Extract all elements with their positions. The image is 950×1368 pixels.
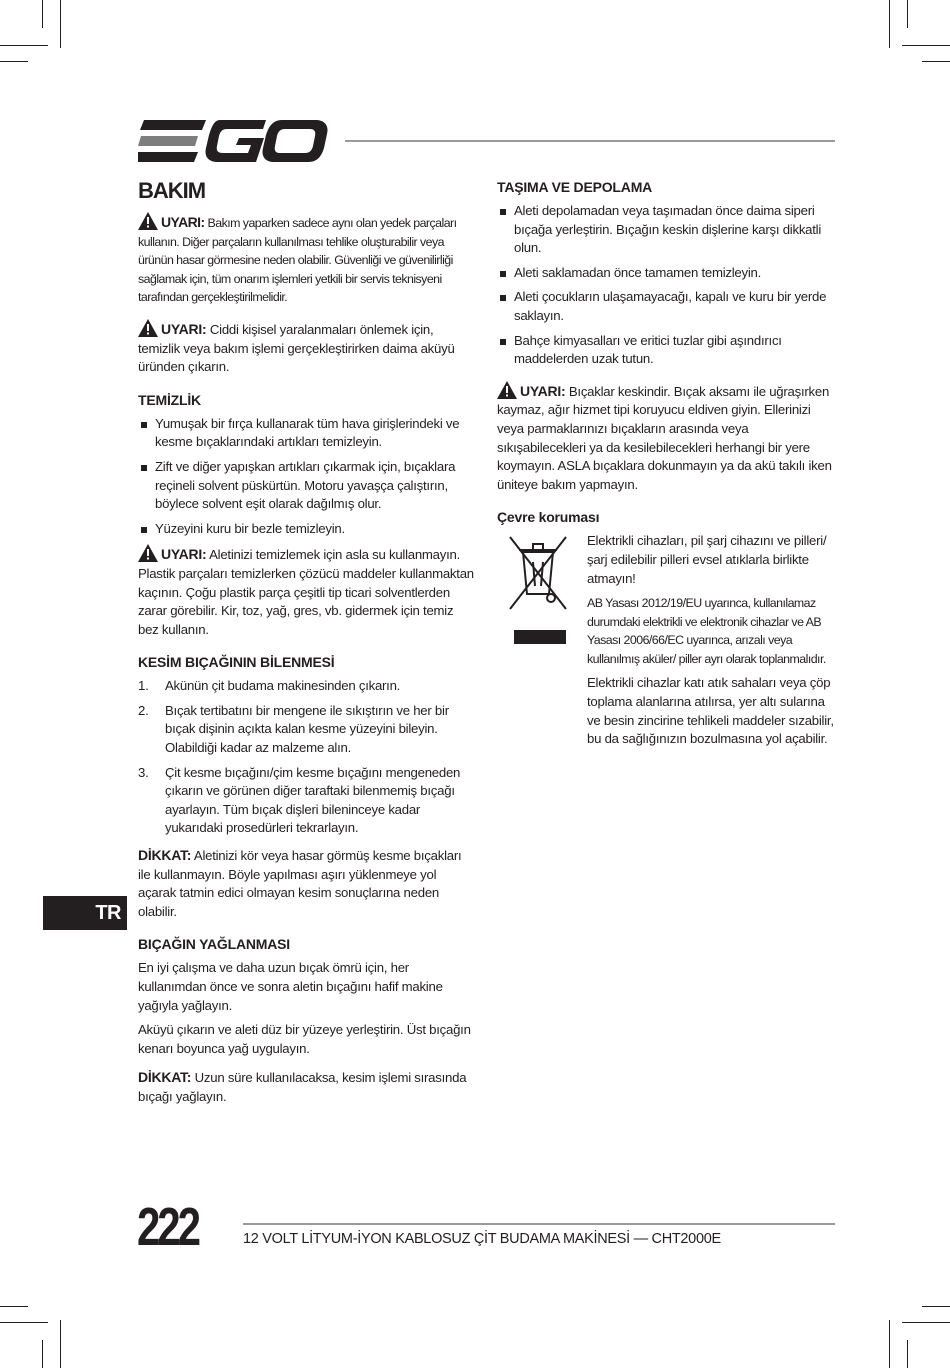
warning-text: Bakım yaparken sadece aynı olan yedek parçaları kullanın. Diğer parçaların kullanılması tehlike oluşturabilir veya ürünün hasar görmesine neden olabilir. Güvenliği ve güvenilirliği sağlamak için, tüm onarım işlemleri yetkili bir servis teknisyeni tarafından gerçekleştirilmelidir. bbox=[138, 216, 457, 305]
cleaning-heading: TEMİZLİK bbox=[138, 391, 201, 408]
step-text: Çit kesme bıçağını/çim kesme bıçağını mengeneden çıkarın ve görünen diğer taraftaki bilenmemiş bıçağı ayarlayın. Tüm bıçak dişleri bileninceye kadar yukarıdaki prosedürleri tekrarlayın. bbox=[165, 764, 461, 836]
footer-title: 12 VOLT LİTYUM-İYON KABLOSUZ ÇİT BUDAMA MAKİNESİ — CHT2000E bbox=[243, 1231, 721, 1247]
warning-triangle-icon bbox=[138, 212, 158, 230]
right-column bbox=[497, 178, 837, 755]
ego-logo bbox=[138, 118, 328, 164]
notice-label: DİKKAT: bbox=[138, 1069, 192, 1086]
notice-paragraph bbox=[138, 1068, 474, 1106]
lubrication-paragraph: Aküyü çıkarın ve aleti düz bir yüzeye yerleştirin. Üst bıçağın kenarı boyunca yağ uygulayın. bbox=[138, 1022, 471, 1056]
sharpening-steps bbox=[138, 677, 474, 838]
warning-triangle-icon bbox=[497, 381, 517, 399]
lubrication-heading: BIÇAĞIN YAĞLANMASI bbox=[138, 936, 290, 953]
list-item: Aleti çocukların ulaşamayacağı, kapalı ve kuru bir yerde saklayın. bbox=[497, 288, 837, 325]
warning-label: UYARI: bbox=[161, 214, 205, 230]
crop-mark bbox=[922, 61, 950, 62]
crop-mark bbox=[0, 61, 28, 62]
header-rule bbox=[345, 140, 835, 142]
crop-mark bbox=[907, 0, 908, 28]
environment-heading: Çevre koruması bbox=[497, 509, 600, 526]
crop-mark bbox=[889, 0, 890, 48]
warning-text: Ciddi kişisel yaralanmaları önlemek için, temizlik veya bakım işlemi gerçekleştirirken daima aküyü üründen çıkarın. bbox=[138, 321, 455, 375]
list-item: Yüzeyini kuru bir bezle temizleyin. bbox=[138, 520, 474, 539]
left-column bbox=[138, 178, 474, 1113]
warning-paragraph bbox=[497, 381, 837, 495]
crop-mark bbox=[902, 1322, 950, 1323]
crop-mark bbox=[922, 1306, 950, 1307]
crop-mark bbox=[42, 0, 43, 28]
warning-paragraph bbox=[138, 212, 474, 307]
notice-label: DİKKAT: bbox=[138, 847, 192, 864]
step-item bbox=[138, 702, 474, 758]
page-number: 222 bbox=[137, 1197, 198, 1257]
environment-paragraph: Elektrikli cihazlar katı atık sahaları veya çöp toplama alanlarına atılırsa, yer altı sularına ve besin zincirine tehlikeli maddeler sızabilir, bu da sağlığınızın bozulmasına yol açabilir. bbox=[587, 675, 834, 747]
crop-mark bbox=[0, 45, 48, 46]
crop-mark bbox=[889, 1320, 890, 1368]
list-item: Yumuşak bir fırça kullanarak tüm hava girişlerindeki ve kesme bıçaklarındaki artıkları temizleyin. bbox=[138, 415, 474, 452]
language-tab: TR bbox=[43, 896, 127, 930]
crop-mark bbox=[0, 1322, 48, 1323]
sharpening-heading: KESİM BIÇAĞININ BİLENMESİ bbox=[138, 654, 335, 671]
storage-heading: TAŞIMA VE DEPOLAMA bbox=[497, 179, 653, 195]
crop-mark bbox=[60, 0, 61, 48]
step-item bbox=[138, 677, 474, 696]
step-number: 2. bbox=[138, 702, 149, 718]
warning-label: UYARI: bbox=[161, 546, 207, 563]
crop-mark bbox=[907, 1340, 908, 1368]
warning-paragraph bbox=[138, 544, 474, 639]
warning-text: Bıçaklar keskindir. Bıçak aksamı ile uğraşırken kaymaz, ağır hizmet tipi koruyucu eldiven giyin. Ellerinizi veya parmaklarınızı bıçakların arasında veya sıkışabilecekleri ya da kesilebilecekleri herhangi bir yere koymayın. ASLA bıçaklara dokunmayın ya da akü takılı iken üniteye bakım yapmayın. bbox=[497, 383, 832, 492]
list-item: Bahçe kimyasalları ve eritici tuzlar gibi aşındırıcı maddelerden uzak tutun. bbox=[497, 332, 837, 369]
warning-triangle-icon bbox=[138, 544, 158, 562]
crop-mark bbox=[42, 1340, 43, 1368]
storage-list bbox=[497, 202, 837, 369]
environment-text bbox=[587, 532, 837, 749]
notice-text: Uzun süre kullanılacaksa, kesim işlemi sırasında bıçağı yağlayın. bbox=[138, 1070, 467, 1104]
crop-mark bbox=[902, 45, 950, 46]
step-number: 3. bbox=[138, 764, 149, 780]
maintenance-title: BAKIM bbox=[138, 178, 206, 203]
crop-mark bbox=[60, 1320, 61, 1368]
environment-paragraph: AB Yasası 2012/19/EU uyarınca, kullanılamaz durumdaki elektrikli ve elektronik cihazlar ve AB Yasası 2006/66/EC uyarınca, arızalı veya kullanılmış aküler/ piller ayrı olarak toplanmalıdır. bbox=[587, 596, 826, 666]
warning-paragraph bbox=[138, 319, 474, 377]
crop-mark bbox=[0, 1306, 28, 1307]
step-item bbox=[138, 764, 474, 838]
warning-label: UYARI: bbox=[520, 382, 566, 399]
warning-text: Aletinizi temizlemek için asla su kullanmayın. Plastik parçaları temizlerken çözücü maddeler kullanmaktan kaçının. Çoğu plastik parça çeşitli tip ticari solventlerden zarar görebilir. Kir, toz, yağ, gres, vb. gidermek için temiz bez kullanın. bbox=[138, 547, 474, 637]
crossed-bin-icon bbox=[505, 534, 571, 648]
warning-triangle-icon bbox=[138, 319, 158, 337]
list-item: Aleti depolamadan veya taşımadan önce daima siperi bıçağa yerleştirin. Bıçağın keskin dişlerine karşı dikkatli olun. bbox=[497, 202, 837, 258]
notice-text: Aletinizi kör veya hasar görmüş kesme bıçakları ile kullanmayın. Böyle yapılması aşırı yüklenmeye yol açarak tatmin edici olmayan kesim sonuçlarına neden olabilir. bbox=[138, 848, 462, 919]
warning-label: UYARI: bbox=[161, 320, 207, 337]
environment-paragraph: Elektrikli cihazları, pil şarj cihazını ve pilleri/ şarj edilebilir pilleri evsel atıklarla birlikte atmayın! bbox=[587, 533, 827, 586]
footer-rule bbox=[243, 1223, 835, 1225]
notice-paragraph bbox=[138, 846, 474, 921]
list-item: Zift ve diğer yapışkan artıkları çıkarmak için, bıçaklara reçineli solvent püskürtün. Motoru yavaşça çalıştırın, böylece solvent eşit olarak dağılmış olur. bbox=[138, 458, 474, 514]
cleaning-list bbox=[138, 415, 474, 539]
environment-section bbox=[497, 532, 837, 749]
list-item: Aleti saklamadan önce tamamen temizleyin. bbox=[497, 264, 837, 283]
lubrication-paragraph: En iyi çalışma ve daha uzun bıçak ömrü için, her kullanımdan önce ve sonra aletin bıçağını hafif makine yağıyla yağlayın. bbox=[138, 960, 443, 1013]
step-number: 1. bbox=[138, 678, 149, 694]
step-text: Bıçak tertibatını bir mengene ile sıkıştırın ve her bir bıçak dişinin açıkta kalan kesme yüzeyini bileyin. Olabildiği kadar az malzeme alın. bbox=[165, 702, 449, 756]
step-text: Akünün çit budama makinesinden çıkarın. bbox=[165, 678, 401, 694]
